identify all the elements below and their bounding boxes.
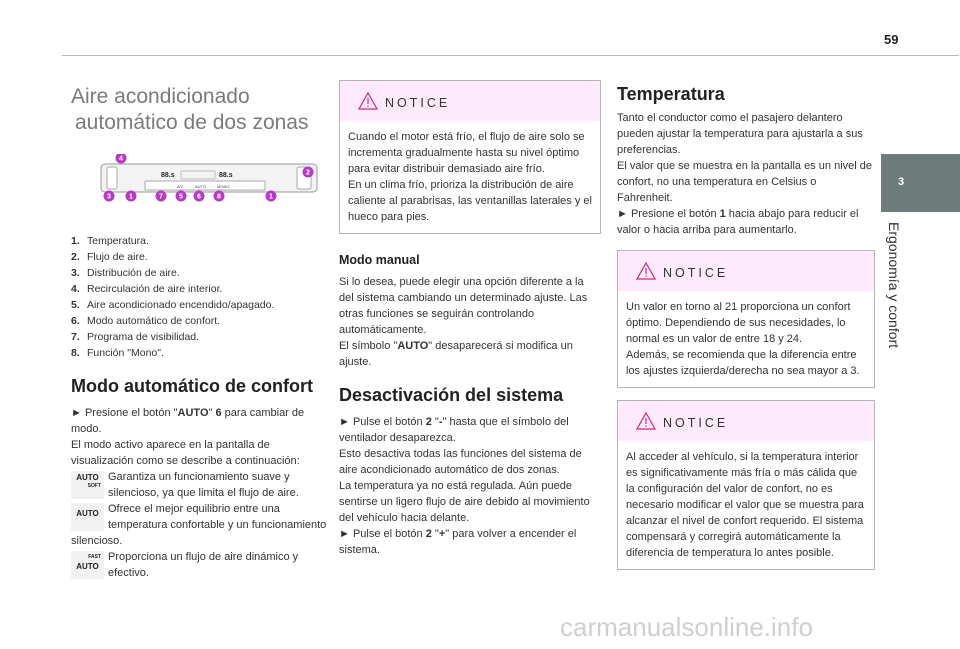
list-item: 4. Recirculación de aire interior. bbox=[71, 283, 223, 295]
page-number: 59 bbox=[884, 32, 899, 47]
control-panel-diagram bbox=[87, 154, 319, 216]
svg-text:A/C: A/C bbox=[177, 184, 184, 189]
temp-paragraph-2: El valor que se muestra en la pantalla es un nivel de confort, no una temperatura en Celsius o Fahrenheit. bbox=[617, 160, 872, 204]
deact-heading: Desactivación del sistema bbox=[339, 385, 564, 405]
warning-icon bbox=[636, 262, 656, 280]
mode-normal: AUTO Ofrece el mejor equilibrio entre una temperatura confortable y un funcionamiento silencioso. bbox=[71, 503, 327, 547]
notice-text: Un valor en torno al 21 proporciona un confort óptimo. Dependiendo de sus necesidades, lo normal es un valor de entre 18 y 24. Además, se recomienda que la diferencia entre los ajustes izquierda/derecha no sea mayor a 3. bbox=[626, 301, 860, 377]
notice-box bbox=[339, 80, 601, 234]
display-left: 88.s bbox=[161, 172, 175, 179]
temp-paragraph-3: ► Presione el botón 1 hacia abajo para reducir el valor o hacia arriba para aumentarlo. bbox=[617, 208, 859, 236]
temp-heading: Temperatura bbox=[617, 84, 725, 104]
manual-paragraph-2: El símbolo "AUTO" desaparecerá si modifica un ajuste. bbox=[339, 340, 573, 368]
modo-paragraph: ► Presione el botón "AUTO" 6 para cambiar de modo. bbox=[71, 407, 305, 435]
legend-list bbox=[71, 233, 333, 361]
manual-heading: Modo manual bbox=[339, 253, 420, 267]
svg-text:7: 7 bbox=[159, 193, 163, 201]
auto-soft-icon: AUTO SOFT bbox=[71, 471, 104, 499]
mode-fast: FAST AUTO Proporciona un flujo de aire dinámico y efectivo. bbox=[71, 549, 333, 581]
deact-paragraph-2: Esto desactiva todas las funciones del sistema de aire acondicionado automático de dos zonas. bbox=[339, 448, 582, 476]
chapter-tab[interactable] bbox=[881, 154, 960, 212]
auto-icon: AUTO bbox=[71, 503, 104, 531]
deact-paragraph-4: ► Pulse el botón 2 "+" para volver a encender el sistema. bbox=[339, 528, 577, 556]
mode-soft: AUTO SOFT Garantiza un funcionamiento suave y silencioso, ya que limita el flujo de aire. bbox=[71, 469, 333, 501]
modo-heading: Modo automático de confort bbox=[71, 376, 313, 396]
list-item: 2. Flujo de aire. bbox=[71, 251, 148, 263]
notice-text: Al acceder al vehículo, si la temperatura interior es significativamente más fría o más cálida que la configuración del valor de confort, no es necesario modificar el valor que se muestra para alcanzar el nivel de confort requerido. El sistema compensará y corregirá automáticamente la diferencia de temperatura lo antes posible. bbox=[626, 451, 864, 559]
deact-paragraph: ► Pulse el botón 2 "-" hasta que el símbolo del ventilador desaparezca. bbox=[339, 416, 569, 444]
footer-watermark: carmanualsonline.info bbox=[560, 612, 813, 642]
column-right bbox=[617, 80, 875, 570]
section-title: Aire acondicionado automático de dos zonas bbox=[71, 85, 309, 134]
header-rule bbox=[62, 55, 959, 56]
column-middle bbox=[339, 80, 601, 558]
warning-icon bbox=[636, 412, 656, 430]
warning-icon bbox=[358, 92, 378, 110]
display-right: 88.s bbox=[219, 172, 233, 179]
notice-box bbox=[617, 400, 875, 570]
list-item: 5. Aire acondicionado encendido/apagado. bbox=[71, 299, 275, 311]
auto-fast-icon: FAST AUTO bbox=[71, 551, 104, 579]
list-item: 6. Modo automático de confort. bbox=[71, 315, 221, 327]
list-item: 1. Temperatura. bbox=[71, 235, 149, 247]
chapter-label: Ergonomía y confort bbox=[886, 222, 902, 349]
column-left bbox=[71, 80, 333, 581]
list-item: 3. Distribución de aire. bbox=[71, 267, 180, 279]
svg-text:8: 8 bbox=[217, 193, 221, 201]
svg-text:AUTO: AUTO bbox=[195, 184, 207, 189]
notice-header: NOTICE bbox=[618, 251, 874, 291]
notice-header: NOTICE bbox=[618, 401, 874, 441]
manual-paragraph: Si lo desea, puede elegir una opción diferente a la del sistema cambiando un determinado ajuste. Las otras funciones se seguirán controlando automáticamente. bbox=[339, 276, 588, 336]
deact-paragraph-3: La temperatura ya no está regulada. Aún puede sentirse un ligero flujo de aire debido al movimiento del vehículo hacia delante. bbox=[339, 480, 590, 524]
notice-text: Cuando el motor está frío, el flujo de aire solo se incrementa gradualmente hasta su nivel óptimo para evitar distribuir demasiado aire frío. En un clima frío, prioriza la distribución de aire caliente al parabrisas, las ventanillas laterales y el hueco para pies. bbox=[348, 131, 592, 223]
svg-text:2: 2 bbox=[306, 169, 310, 177]
chapter-number: 3 bbox=[898, 176, 905, 188]
svg-text:4: 4 bbox=[119, 155, 123, 163]
svg-text:1: 1 bbox=[269, 193, 273, 201]
list-item: 7. Programa de visibilidad. bbox=[71, 331, 200, 343]
svg-text:3: 3 bbox=[107, 193, 111, 201]
svg-text:1: 1 bbox=[129, 193, 133, 201]
svg-text:MONO: MONO bbox=[217, 184, 230, 189]
svg-text:5: 5 bbox=[179, 193, 183, 201]
temp-paragraph: Tanto el conductor como el pasajero delantero pueden ajustar la temperatura para ajustarla a sus preferencias. bbox=[617, 112, 863, 156]
modo-paragraph-2: El modo activo aparece en la pantalla de visualización como se describe a continuación: bbox=[71, 439, 300, 467]
svg-text:6: 6 bbox=[197, 193, 201, 201]
notice-header: NOTICE bbox=[340, 81, 600, 121]
list-item: 8. Función "Mono". bbox=[71, 347, 164, 359]
notice-box bbox=[617, 250, 875, 388]
